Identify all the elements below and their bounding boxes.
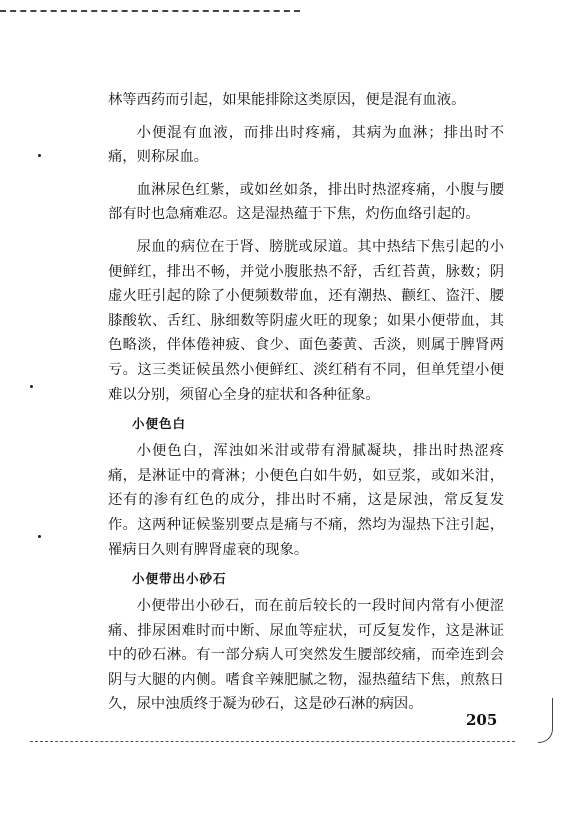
- ink-speck: [38, 154, 41, 157]
- paragraph-continued: 林等西药而引起，如果能排除这类原因，便是混有血液。: [108, 92, 466, 108]
- page-body: [108, 88, 504, 717]
- paragraph-white-urine: 小便色白，浑浊如米泔或带有滑腻凝块，排出时热涩疼痛，是淋证中的膏淋；小便色白如牛奶，如豆浆，或如米泔，还有的渗有红色的成分，排出时不痛，这是尿浊，常反复发作。这两种证候鉴别要点是痛与不痛，然均为湿热下注引起，罹病日久则有脾肾虚衰的现象。: [108, 443, 504, 558]
- ink-speck: [30, 385, 33, 388]
- page-corner-curl: [538, 698, 553, 743]
- paragraph-hematuria-location: 尿血的病位在于肾、膀胱或尿道。其中热结下焦引起的小便鲜红，排出不畅，并觉小腹胀热不舒，舌红苔黄，脉数；阴虚火旺引起的除了小便频数带血，还有潮热、颧红、盗汗、腰膝酸软、舌红、脉细数等阴虚火旺的现象；如果小便带血，其色略淡，伴体倦神疲、食少、面色萎黄、舌淡，则属于脾肾两亏。这三类证候虽然小便鲜红、淡红稍有不同，但单凭望小便难以分别，须留心全身的症状和各种征象。: [108, 238, 504, 403]
- paragraph-urinary-stones: 小便带出小砂石，而在前后较长的一段时间内常有小便涩痛、排尿困难时而中断、尿血等症状，可反复发作，这是淋证中的砂石淋。有一部分病人可突然发生腰部绞痛，而牵连到会阴与大腿的内侧。嗜食辛辣肥腻之物，湿热蕴结下焦，煎熬日久，尿中浊质终于凝为砂石，这是砂石淋的病因。: [108, 598, 504, 713]
- paragraph-hematuria-intro: 小便混有血液，而排出时疼痛，其病为血淋；排出时不痛，则称尿血。: [108, 124, 504, 166]
- section-heading-urinary-stones: 小便带出小砂石: [132, 571, 227, 587]
- page-number: 205: [466, 711, 498, 729]
- ink-speck: [38, 535, 41, 538]
- section-heading-white-urine: 小便色白: [132, 416, 187, 432]
- bottom-edge-line: [30, 741, 515, 742]
- top-edge-line: [0, 10, 300, 12]
- paragraph-blood-stranguria: 血淋尿色红紫，或如丝如条，排出时热涩疼痛，小腹与腰部有时也急痛难忍。这是湿热蕴于下焦，灼伤血络引起的。: [108, 181, 504, 223]
